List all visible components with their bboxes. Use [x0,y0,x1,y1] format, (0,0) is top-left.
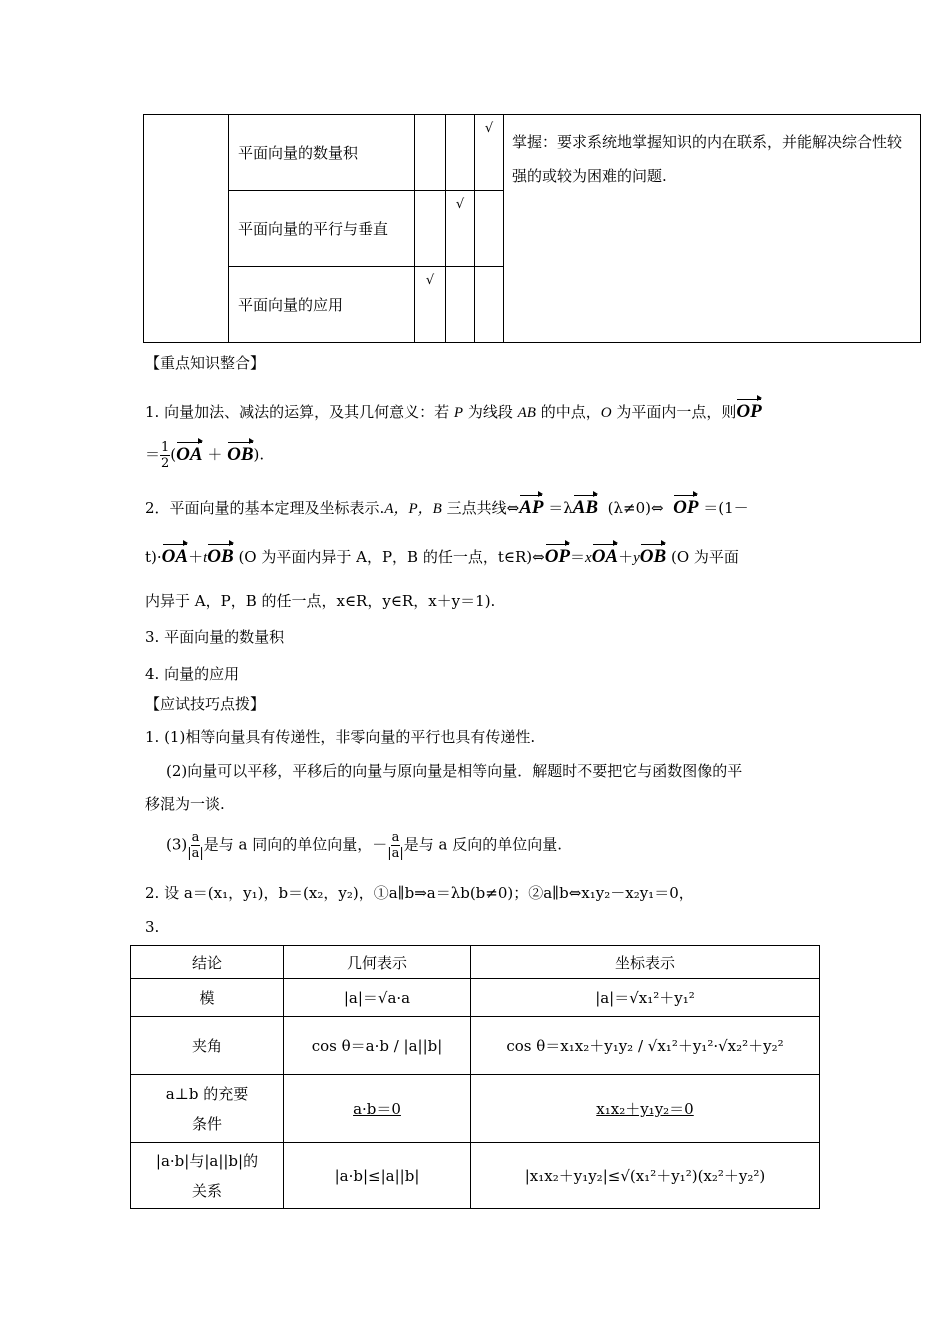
tip-2-cont: 移混为一谈. [145,795,225,813]
vector-ob: OB [227,441,253,466]
coord-formula: |a|＝√x₁²＋y₁² [471,979,820,1017]
tip-5: 3. [145,918,160,936]
coord-formula: cos θ＝x₁x₂＋y₁y₂ / √x₁²＋y₁²·√x₂²＋y₂² [471,1017,820,1075]
check-mark: √ [415,267,446,343]
check-mark [415,115,446,191]
level-description: 掌握：要求系统地掌握知识的内在联系，并能解决综合性较强的或较为困难的问题. [504,115,921,343]
paragraph-3: 3. 平面向量的数量积 [145,628,285,646]
geo-formula: |a·b|≤|a||b| [284,1143,471,1209]
coord-formula: |x₁x₂＋y₁y₂|≤√(x₁²＋y₁²)(x₂²＋y₂²) [471,1143,820,1209]
table-row-item: 平面向量的平行与垂直 [229,191,415,267]
paragraph-2-end: 内异于 A，P，B 的任一点，x∈R，y∈R，x＋y＝1). [145,592,496,610]
vector-op: OP [545,543,570,568]
vector-oa: OA [162,543,188,568]
header-geometric: 几何表示 [284,946,471,979]
empty-cell [144,115,229,343]
vector-op: OP [736,398,761,423]
tip-1: 1. (1)相等向量具有传递性，非零向量的平行也具有传递性. [145,728,536,746]
coord-formula: x₁x₂＋y₁y₂＝0 [471,1075,820,1143]
tip-2: (2)向量可以平移，平移后的向量与原向量是相等向量．解题时不要把它与函数图像的平 [166,762,743,780]
check-mark [475,267,504,343]
level-table [143,114,921,343]
check-mark [475,191,504,267]
paragraph-2-cont: t)·OA＋tOB (O 为平面内异于 A，P，B 的任一点，t∈R)⇔OP＝xOA＋yOB (O 为平面 [145,543,739,568]
vector-oa: OA [592,543,618,568]
vector-oa: OA [176,441,202,466]
geo-formula: cos θ＝a·b / |a||b| [284,1017,471,1075]
row-label: a⊥b 的充要 条件 [131,1075,284,1143]
table-row-item: 平面向量的应用 [229,267,415,343]
vector-ob: OB [207,543,233,568]
paragraph-1: 1. 向量加法、减法的运算，及其几何意义：若 P 为线段 AB 的中点，O 为平面内一点，则OP [145,398,762,423]
geo-formula: a·b＝0 [284,1075,471,1143]
row-label: |a·b|与|a||b|的 关系 [131,1143,284,1209]
paragraph-1-cont: ＝ $\frac{1}{2}$ (OA ＋ OB). [145,440,265,471]
check-mark: √ [475,115,504,191]
check-mark [446,115,475,191]
tip-3: (3) $\frac{a}{|a|}$ 是与 a 同向的单位向量，－ $\frac{a}{|a|}$ 是与 a 反向的单位向量. [166,830,563,861]
header-conclusion: 结论 [131,946,284,979]
check-mark [415,191,446,267]
tip-4: 2. 设 a＝(x₁，y₁)，b＝(x₂，y₂)，①a∥b⇒a＝λb(b≠0)；②a∥b⇔x₁y₂－x₂y₁＝0， [145,884,694,902]
header-coordinate: 坐标表示 [471,946,820,979]
paragraph-2: 2．平面向量的基本定理及坐标表示.A，P，B 三点共线⇔AP ＝λAB (λ≠0)⇔ OP ＝(1－ [145,494,749,519]
row-label: 模 [131,979,284,1017]
section-title-key-knowledge: 【重点知识整合】 [145,354,266,372]
vector-ob: OB [640,543,666,568]
fraction-half: $\frac{1}{2}$ [161,440,170,471]
vector-ab: AB [573,494,598,519]
check-mark [446,267,475,343]
geo-formula: |a|＝√a·a [284,979,471,1017]
check-mark: √ [446,191,475,267]
formula-table [130,945,820,1209]
vector-op: OP [673,494,698,519]
table-row-item: 平面向量的数量积 [229,115,415,191]
vector-ap: AP [519,494,543,519]
row-label: 夹角 [131,1017,284,1075]
section-title-exam-tips: 【应试技巧点拨】 [145,695,266,713]
paragraph-4: 4. 向量的应用 [145,665,240,683]
